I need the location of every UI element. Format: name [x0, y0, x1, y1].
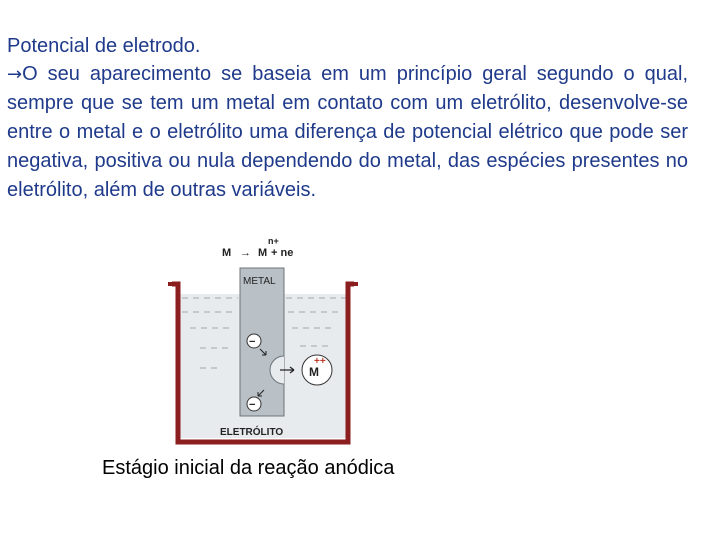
reaction-product-ion: M — [258, 247, 268, 259]
electrode-diagram-svg — [160, 228, 370, 458]
reaction-arrow-icon: → — [240, 247, 251, 259]
metal-ion-label: M — [309, 365, 319, 379]
electron-top-sign: − — [249, 336, 256, 348]
slide-title: Potencial de eletrodo. — [7, 35, 201, 57]
reaction-charge: n+ — [268, 236, 279, 246]
electron-bottom-sign: − — [249, 399, 256, 411]
reaction-electrons: + ne — [271, 247, 294, 259]
paragraph-text: O seu aparecimento se baseia em um princípio geral segundo o qual, sempre que se tem um metal em contato com um eletrólito, desenvolve-se entre o metal e o eletrólito uma diferença de potencial elétrico que pode ser negativa, positiva ou nula dependendo do metal, das espécies presentes no eletrólito, além de outras variáveis. — [7, 63, 688, 201]
metal-label: METAL — [243, 276, 276, 287]
metal-ion-charge: ++ — [314, 356, 326, 367]
electrolyte-label: ELETRÓLITO — [220, 427, 284, 438]
figure-caption: Estágio inicial da reação anódica — [102, 457, 395, 479]
reaction-reactant: M — [222, 247, 232, 259]
electrode-diagram — [160, 228, 370, 458]
bullet-paragraph — [7, 60, 688, 205]
arrow-bullet-icon: → — [7, 64, 23, 85]
